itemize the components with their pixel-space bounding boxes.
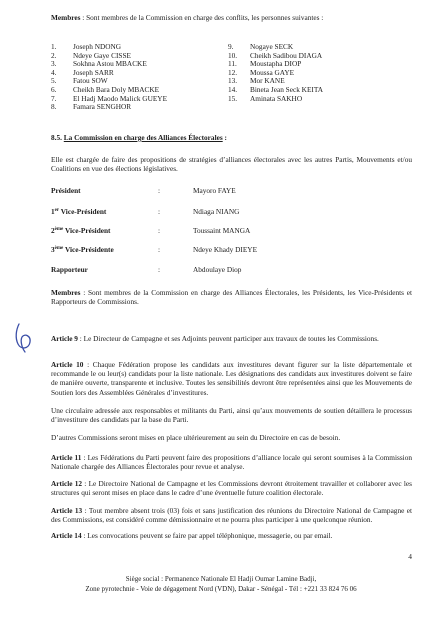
- article-text: : Les convocations peuvent se faire par appel téléphonique, messagerie, ou par email.: [81, 531, 333, 540]
- alliances-members-label: Membres: [51, 288, 81, 297]
- officer-colon: :: [158, 265, 161, 274]
- member-name: Ndeye Gaye CISSE: [73, 50, 131, 60]
- article-text: : Les Fédérations du Parti peuvent faire des propositions d’alliance locale qui seront soumises à la Commission Nationale chargée des Alliances Électorales pour revue et analyse.: [51, 453, 412, 472]
- section-intro: Elle est chargée de faire des propositions de stratégies d’alliances électorales avec les autres Partis, Mouvements et/ou Coalitions en vue des élections législatives.: [51, 155, 412, 174]
- article-paragraph: [51, 506, 412, 524]
- member-name: Joseph NDONG: [73, 42, 122, 51]
- footer-line-1: Siège social : Permanence Nationale El Hadji Oumar Lamine Badji,: [125, 575, 317, 583]
- article-label: Article 12: [51, 479, 83, 488]
- officer-role-main: Rapporteur: [51, 265, 88, 274]
- article-label: Article 9: [51, 334, 78, 343]
- page-number: 4: [408, 552, 412, 561]
- article-paragraph: [51, 433, 412, 442]
- article-paragraph: [51, 406, 412, 424]
- member-number: 2.: [51, 50, 57, 60]
- member-number: 6.: [51, 84, 57, 94]
- officer-row: [51, 245, 411, 255]
- members-list-right: [228, 43, 323, 103]
- officer-role-main: 2: [51, 226, 55, 235]
- article-label: Article 13: [51, 506, 83, 515]
- officer-role-main: 3: [51, 245, 55, 254]
- members-text: : Sont membres de la Commission en charge des conflits, les personnes suivantes :: [80, 13, 324, 22]
- officer-role-rest: Vice-Présidente: [63, 245, 114, 254]
- member-number: 7.: [51, 93, 57, 103]
- article-label: Article 11: [51, 453, 82, 462]
- officer-colon: :: [158, 226, 161, 235]
- officer-role-sup: er: [54, 208, 60, 213]
- officer-row: [51, 226, 411, 236]
- officer-role-rest: Vice-Président: [63, 226, 111, 235]
- section-number: 8.5.: [51, 133, 62, 142]
- officer-role: [51, 245, 114, 254]
- members-list-left: [51, 43, 167, 112]
- member-name: Joseph SARR: [73, 67, 114, 77]
- officer-role-sup: ème: [54, 246, 64, 251]
- article-paragraph: [51, 334, 412, 343]
- member-item: [51, 103, 167, 112]
- officer-colon: :: [158, 207, 161, 216]
- member-name: Famara SENGHOR: [73, 102, 132, 112]
- officer-role-main: Président: [51, 186, 81, 195]
- officer-name: Ndeye Khady DIEYE: [193, 245, 258, 254]
- footer-line-2: Zone pyrotechnie - Voie de dégagement Nord (VDN), Dakar - Sénégal - Tél : +221 33 824 76 06: [85, 585, 357, 593]
- member-name: Mor KANE: [250, 76, 285, 86]
- officer-name: Toussaint MANGA: [193, 226, 251, 235]
- member-name: Cheikh Bara Doly MBACKE: [73, 84, 160, 94]
- member-name: Moustapha DIOP: [250, 59, 302, 69]
- handwritten-signature: [13, 322, 35, 354]
- article-paragraph: [51, 479, 412, 497]
- article-label: Article 10: [51, 360, 84, 369]
- member-number: 13.: [228, 76, 238, 86]
- officer-role-sup: ème: [54, 227, 64, 232]
- officer-row: [51, 207, 411, 217]
- alliances-members: [51, 288, 412, 306]
- member-name: Bineta Jean Seck KEITA: [250, 84, 323, 94]
- article-label: Article 14: [51, 531, 82, 540]
- article-text: D’autres Commissions seront mises en place ultérieurement au sein du Directoire en cas de besoin.: [51, 433, 341, 442]
- member-name: Nogaye SECK: [250, 42, 294, 51]
- member-item: [51, 69, 167, 78]
- article-paragraph: [51, 360, 412, 397]
- officer-role-main: 1: [51, 207, 55, 216]
- member-number: 5.: [51, 76, 57, 86]
- article-text: : Chaque Fédération propose les candidats aux investitures devant figurer sur la liste départementale et recommande le ou leur(s) candidats pour la liste nationale. Les désignations des candidats aux investitures doivent se faire de manière ouverte, transparente et inclusive. Toutes les sensibilités devront être représentées ainsi que les Mouvements de Soutien lors des Assemblées Générales d’investitures.: [51, 360, 413, 397]
- article-paragraph: [51, 531, 412, 540]
- article-paragraph: [51, 453, 412, 471]
- member-name: Cheikh Sadibou DIAGA: [250, 50, 323, 60]
- member-name: Sokhna Astou MBACKE: [73, 59, 147, 69]
- member-number: 4.: [51, 67, 57, 77]
- section-title: La Commission en charge des Alliances Électorales: [63, 133, 223, 142]
- member-number: 9.: [228, 42, 234, 51]
- member-number: 10.: [228, 50, 238, 60]
- member-number: 14.: [228, 84, 238, 94]
- officer-row: [51, 265, 411, 275]
- officer-role: [51, 207, 106, 216]
- article-text: : Tout membre absent trois (03) fois et sans justification des réunions du Directoire National de Campagne et des Commissions, est considéré comme démissionnaire et ne pourra plus participer à une quelconque réunion.: [51, 506, 413, 525]
- member-number: 11.: [228, 59, 237, 69]
- member-item: [228, 95, 323, 104]
- officer-role: [51, 226, 110, 235]
- alliances-members-text: : Sont membres de la Commission en charge des Alliances Électorales, les Présidents, les Vice-Présidents et Rapporteurs de Commissions.: [51, 288, 412, 307]
- member-number: 15.: [228, 93, 238, 103]
- member-number: 8.: [51, 102, 57, 112]
- officer-role-rest: Vice-Président: [59, 207, 107, 216]
- member-name: Moussa GAYE: [250, 67, 295, 77]
- article-text: : Le Directoire National de Campagne et les Commissions devront étroitement travailler et collaborer avec les structures qui seront mises en place dans le cadre d’une éventuelle future coalition électorale.: [51, 479, 412, 498]
- section-title-suffix: :: [222, 133, 227, 142]
- conflicts-members-intro: [51, 13, 323, 22]
- officer-colon: :: [158, 245, 161, 254]
- officer-name: Ndiaga NIANG: [193, 207, 240, 216]
- member-number: 3.: [51, 59, 57, 69]
- article-text: : Le Directeur de Campagne et ses Adjoints peuvent participer aux travaux de toutes les Commissions.: [77, 334, 379, 343]
- officer-row: [51, 186, 411, 196]
- member-number: 1.: [51, 42, 57, 51]
- member-name: El Hadj Maodo Malick GUEYE: [73, 93, 168, 103]
- section-heading: [51, 133, 227, 142]
- officer-colon: :: [158, 186, 161, 195]
- member-number: 12.: [228, 67, 238, 77]
- officer-role: [51, 265, 88, 274]
- members-label: Membres: [51, 13, 81, 22]
- officer-role: [51, 186, 81, 195]
- officer-name: Mayoro FAYE: [193, 186, 236, 195]
- officer-name: Abdoulaye Diop: [193, 265, 242, 274]
- member-name: Aminata SAKHO: [250, 93, 303, 103]
- article-text: Une circulaire adressée aux responsables et militants du Parti, ainsi qu’aux mouvements de soutien détaillera le processus d’investiture des candidats par la base du Parti.: [51, 406, 412, 425]
- member-name: Fatou SOW: [73, 76, 108, 86]
